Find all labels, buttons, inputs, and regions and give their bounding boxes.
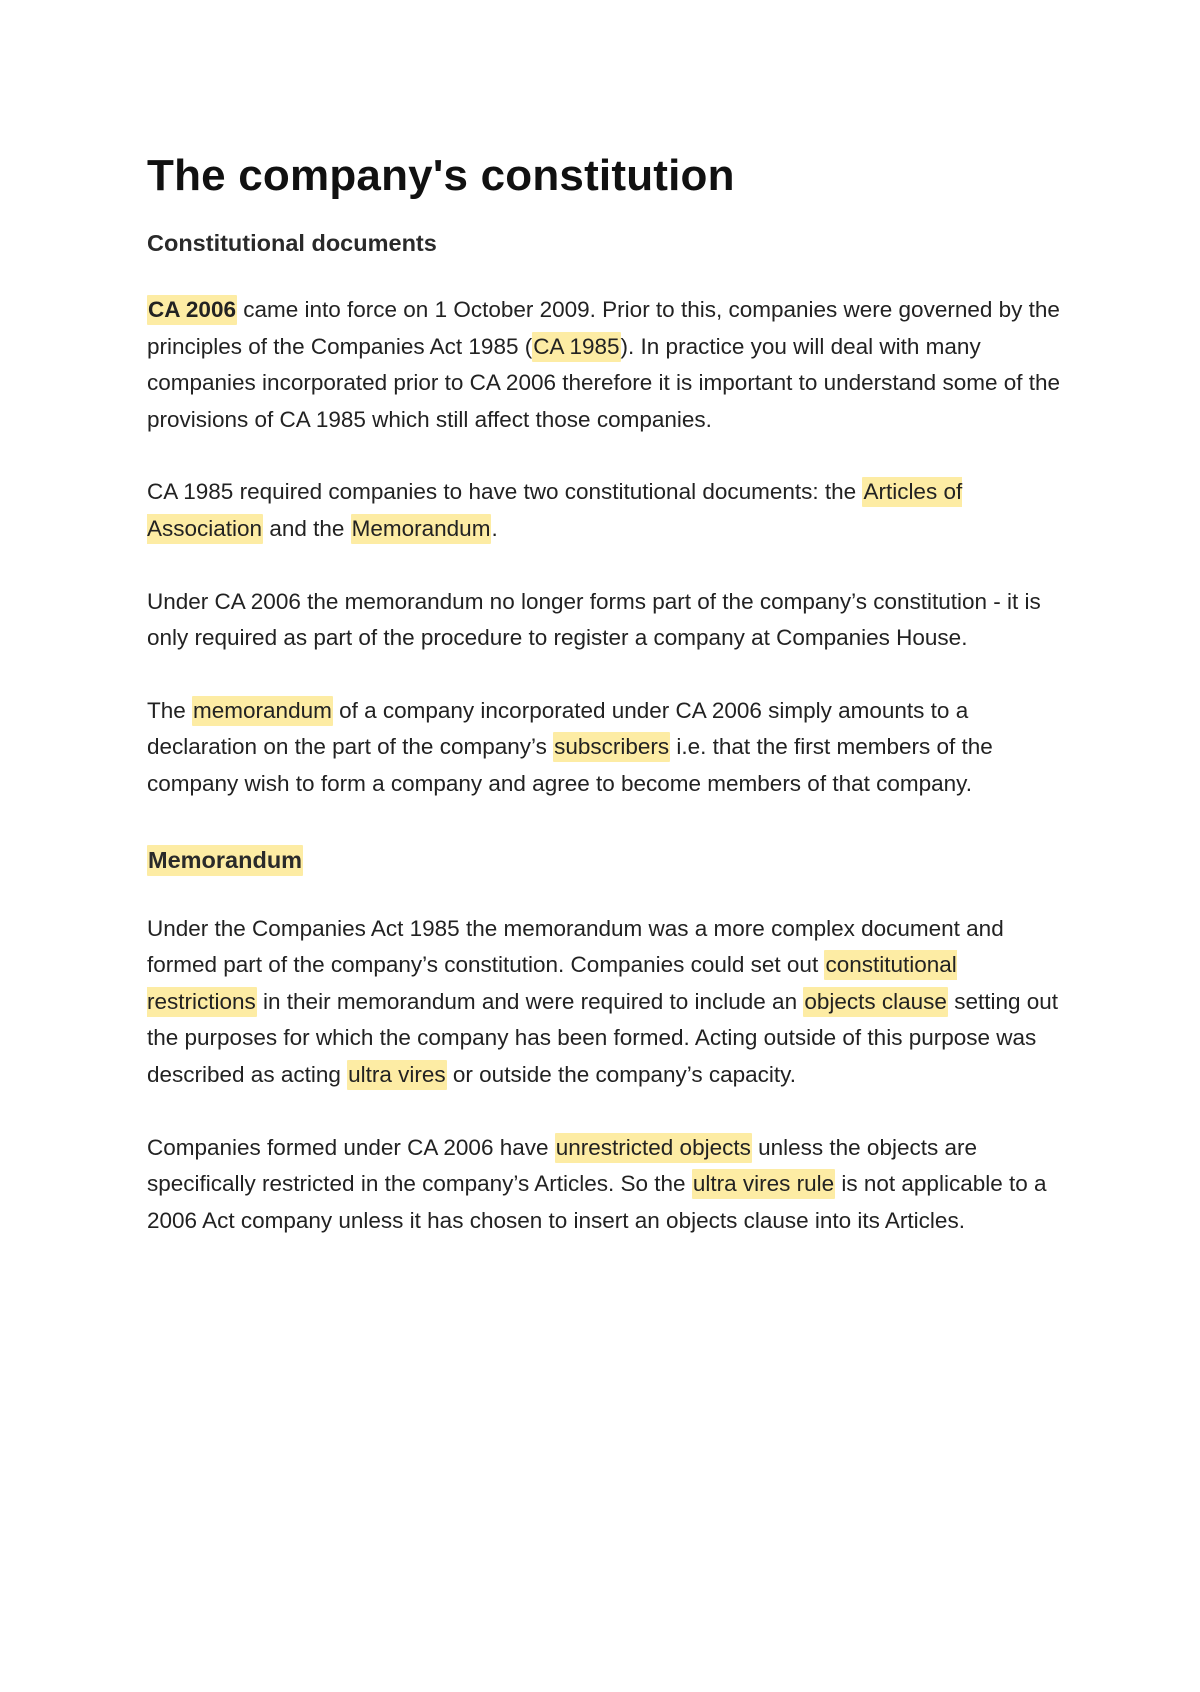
paragraph-memorandum-declaration	[147, 693, 1067, 803]
highlight-articles-of-association: Articles of Association	[147, 477, 962, 544]
highlight-unrestricted-objects: unrestricted objects	[555, 1133, 752, 1163]
document-page	[147, 148, 1067, 1275]
text-span: in their memorandum and were required to include an	[256, 988, 804, 1014]
text-span: unless the objects are specifically restricted in the company’s Articles. So the	[147, 1134, 977, 1197]
text-span: Companies formed under CA 2006 have	[147, 1134, 555, 1160]
text-span: ). In practice you will deal with many companies incorporated prior to CA 2006 therefore it is important to understand some of the provisions of CA 1985 which still affect those companies.	[147, 333, 1061, 432]
highlight-constitutional-restrictions: constitutional restrictions	[147, 950, 957, 1017]
section-heading-constitutional-documents: Constitutional documents	[147, 230, 437, 256]
text-span: Under the Companies Act 1985 the memorandum was a more complex document and formed part of the company’s constitution. Companies could set out	[147, 915, 1004, 978]
highlight-ultra-vires: ultra vires	[347, 1060, 447, 1090]
highlight-objects-clause: objects clause	[803, 987, 948, 1017]
text-span: of a company incorporated under CA 2006 simply amounts to a declaration on the part of the company’s	[147, 697, 969, 760]
paragraph-memorandum-no-longer	[147, 584, 1067, 657]
highlight-subscribers: subscribers	[553, 732, 670, 762]
paragraph-ca-2006-intro	[147, 292, 1067, 438]
text-span: CA 1985 required companies to have two constitutional documents: the	[147, 479, 863, 505]
paragraph-two-documents	[147, 474, 1067, 547]
text-span: came into force on 1 October 2009. Prior to this, companies were governed by the principles of the Companies Act 1985 (	[147, 297, 1060, 359]
text-span: i.e. that the first members of the company wish to form a company and agree to become members of that company.	[147, 734, 993, 796]
text-span: is not applicable to a 2006 Act company unless it has chosen to insert an objects clause into its Articles.	[147, 1171, 1047, 1233]
paragraph-unrestricted-objects	[147, 1130, 1067, 1240]
highlight-ca-1985: CA 1985	[532, 332, 620, 362]
highlight-memorandum: Memorandum	[351, 514, 492, 544]
text-span: or outside the company’s capacity.	[446, 1061, 797, 1087]
section-heading-memorandum	[147, 843, 1067, 877]
paragraph-memorandum-complex	[147, 911, 1067, 1094]
highlight-ca-2006: CA 2006	[147, 295, 237, 325]
page-title: The company's constitution	[147, 151, 735, 200]
highlight-memorandum-lower: memorandum	[192, 696, 333, 726]
text-span: and the	[263, 515, 351, 541]
text-span: Under CA 2006 the memorandum no longer forms part of the company’s constitution - it is only required as part of the procedure to register a company at Companies House.	[147, 588, 1041, 651]
text-span: setting out the purposes for which the company has been formed. Acting outside of this purpose was described as acting	[147, 988, 1059, 1087]
text-span: .	[491, 515, 498, 541]
highlight-ultra-vires-rule: ultra vires rule	[692, 1169, 835, 1199]
highlight-memorandum-heading: Memorandum	[147, 845, 303, 876]
text-span: The	[147, 697, 193, 723]
